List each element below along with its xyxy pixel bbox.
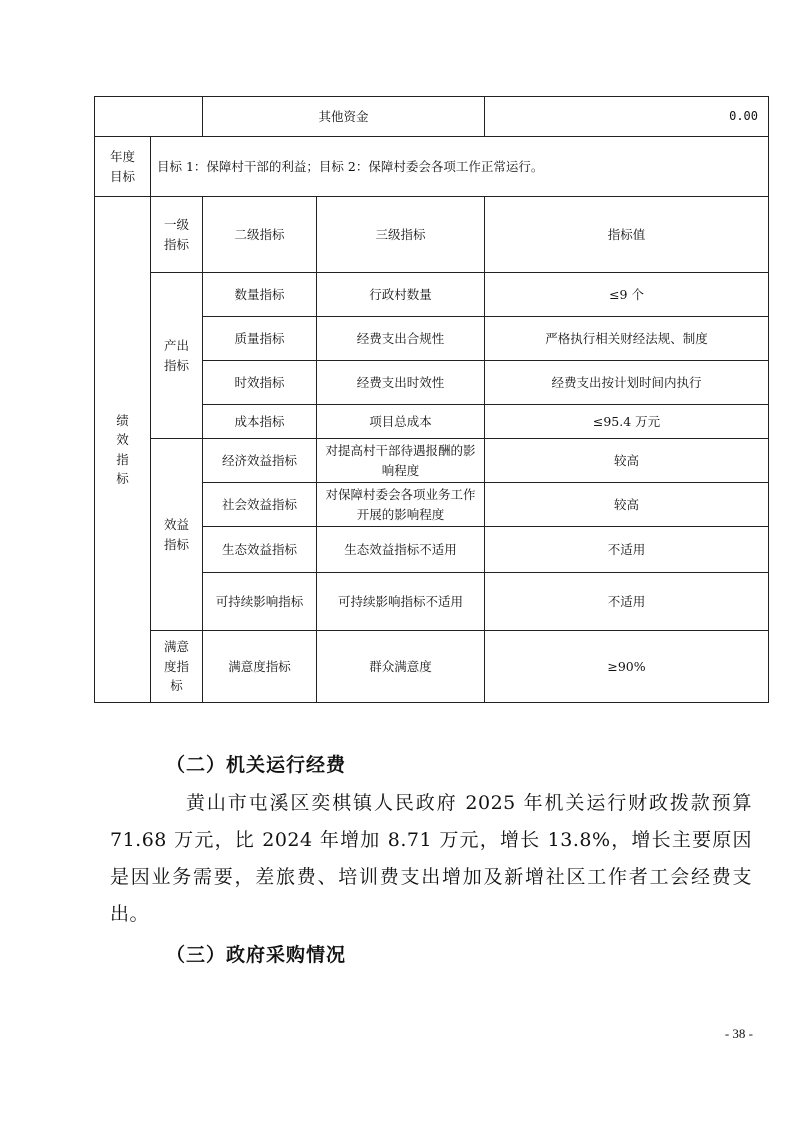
level2-cell: 成本指标 [203, 405, 317, 439]
level3-cell: 经费支出时效性 [317, 361, 485, 405]
value-cell: 严格执行相关财经法规、制度 [485, 317, 769, 361]
performance-label [95, 197, 151, 703]
group-level1-benefit-text: 效益指标 [163, 517, 189, 552]
table-row [95, 439, 769, 483]
table-row [95, 273, 769, 317]
value-cell: ≤9 个 [485, 273, 769, 317]
level2-cell: 质量指标 [203, 317, 317, 361]
value-cell: 不适用 [485, 527, 769, 573]
performance-label-text: 绩效指标 [116, 412, 129, 486]
level2-cell: 满意度指标 [203, 631, 317, 703]
other-funds-value: 0.00 [485, 97, 769, 137]
table-row [95, 137, 769, 197]
level2-cell: 数量指标 [203, 273, 317, 317]
level3-cell: 群众满意度 [317, 631, 485, 703]
table-row [95, 97, 769, 137]
table-row [95, 631, 769, 703]
header-value: 指标值 [485, 197, 769, 273]
header-level1 [151, 197, 203, 273]
level3-cell: 项目总成本 [317, 405, 485, 439]
header-level3: 三级指标 [317, 197, 485, 273]
blank-cell [95, 97, 203, 137]
value-cell: 较高 [485, 439, 769, 483]
section2-paragraph: 黄山市屯溪区奕棋镇人民政府 2025 年机关运行财政拨款预算 71.68 万元，比 2024 年增加 8.71 万元，增长 13.8%，增长主要原因是因业务需要，差旅费、培训费支出增加及新增社区工作者工会经费支出。 [110, 792, 752, 925]
group-level1-benefit [151, 439, 203, 631]
page-number: - 38 - [724, 1026, 753, 1041]
level3-cell: 生态效益指标不适用 [317, 527, 485, 573]
other-funds-label: 其他资金 [203, 97, 485, 137]
section2-heading: （二）机关运行经费 [166, 754, 347, 776]
performance-table [94, 96, 769, 703]
level3-cell: 经费支出合规性 [317, 317, 485, 361]
level3-cell: 可持续影响指标不适用 [317, 573, 485, 631]
group-level1-output [151, 273, 203, 439]
value-cell: 经费支出按计划时间内执行 [485, 361, 769, 405]
table-row [95, 197, 769, 273]
section3-heading: （三）政府采购情况 [166, 944, 347, 966]
header-level2: 二级指标 [203, 197, 317, 273]
level2-cell: 生态效益指标 [203, 527, 317, 573]
level2-cell: 可持续影响指标 [203, 573, 317, 631]
value-cell: ≤95.4 万元 [485, 405, 769, 439]
header-level1-text: 一级指标 [163, 217, 189, 252]
group-level1-satisfaction [151, 631, 203, 703]
level3-cell: 对提高村干部待遇报酬的影响程度 [317, 439, 485, 483]
value-cell: 不适用 [485, 573, 769, 631]
level2-cell: 时效指标 [203, 361, 317, 405]
value-cell: ≥90% [485, 631, 769, 703]
level2-cell: 社会效益指标 [203, 483, 317, 527]
group-level1-output-text: 产出指标 [163, 338, 189, 373]
annual-goal-label-text: 年度目标 [109, 149, 135, 184]
annual-goal-text: 目标 1：保障村干部的利益；目标 2：保障村委会各项工作正常运行。 [151, 137, 769, 197]
group-level1-satisfaction-text: 满意度指标 [163, 639, 189, 694]
section2-body [110, 785, 752, 933]
annual-goal-label [95, 137, 151, 197]
level3-cell: 行政村数量 [317, 273, 485, 317]
level3-cell: 对保障村委会各项业务工作开展的影响程度 [317, 483, 485, 527]
level2-cell: 经济效益指标 [203, 439, 317, 483]
value-cell: 较高 [485, 483, 769, 527]
